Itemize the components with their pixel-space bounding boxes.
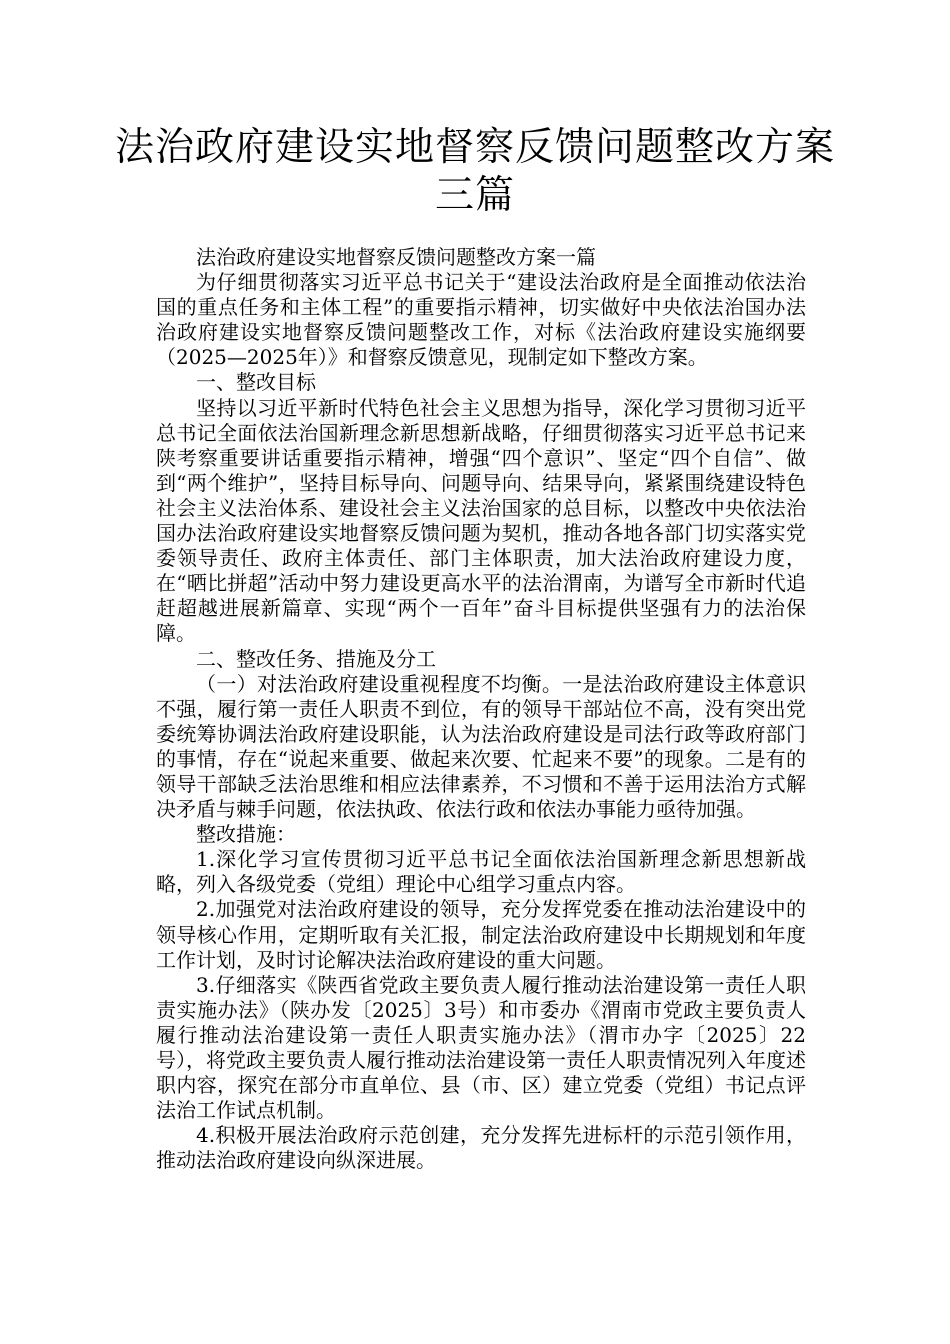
measures-heading: 整改措施： xyxy=(196,822,296,847)
heading-tasks: 二、整改任务、措施及分工 xyxy=(196,646,436,671)
goals-paragraph: 坚持以习近平新时代特色社会主义思想为指导，深化学习贯彻习近平总书记全面依法治国新理念新思想新战略，仔细贯彻落实习近平总书记来陕考察重要讲话重要指示精神，增强“四个意识”、坚定“四个自信”、做到“两个维护”，坚持目标导向、问题导向、结果导向，紧紧围绕建设特色社会主义法治体系、建设社会主义法治国家的总目标，以整改中央依法治国办法治政府建设实地督察反馈问题为契机，推动各地各部门切实落实党委领导责任、政府主体责任、部门主体职责，加大法治政府建设力度，在“晒比拼超”活动中努力建设更高水平的法治渭南，为谱写全市新时代追赶超越进展新篇章、实现“两个一百年”奋斗目标提供坚强有力的法治保障。 xyxy=(156,395,806,646)
measure-item-3: 3.仔细落实《陕西省党政主要负责人履行推动法治建设第一责任人职责实施办法》（陕办发〔2025〕3号）和市委办《渭南市党政主要负责人履行推动法治建设第一责任人职责实施办法》（渭市办字〔2025〕22号），将党政主要负责人履行推动法治建设第一责任人职责情况列入年度述职内容，探究在部分市直单位、县（市、区）建立党委（党组）书记点评法治工作试点机制。 xyxy=(156,972,806,1123)
document-title-line-1: 法治政府建设实地督察反馈问题整改方案 xyxy=(114,125,835,170)
heading-goals: 一、整改目标 xyxy=(196,370,316,395)
intro-paragraph: 为仔细贯彻落实习近平总书记关于“建设法治政府是全面推动依法治国的重点任务和主体工程”的重要指示精神，切实做好中央依法治国办法治政府建设实地督察反馈问题整改工作，对标《法治政府建设实施纲要（2025—2025年）》和督察反馈意见，现制定如下整改方案。 xyxy=(156,270,806,370)
section-subtitle: 法治政府建设实地督察反馈问题整改方案一篇 xyxy=(196,245,596,269)
measure-item-1: 1.深化学习宣传贯彻习近平总书记全面依法治国新理念新思想新战略，列入各级党委（党组）理论中心组学习重点内容。 xyxy=(156,847,806,897)
document-title-line-2: 三篇 xyxy=(434,173,515,218)
measure-item-4: 4.积极开展法治政府示范创建，充分发挥先进标杆的示范引领作用，推动法治政府建设向纵深进展。 xyxy=(156,1123,806,1173)
document-body xyxy=(156,245,806,1173)
problem-1-paragraph: （一）对法治政府建设重视程度不均衡。一是法治政府建设主体意识不强，履行第一责任人职责不到位，有的领导干部站位不高，没有突出党委统筹协调法治政府建设职能，认为法治政府建设是司法行政等政府部门的事情，存在“说起来重要、做起来次要、忙起来不要”的现象。二是有的领导干部缺乏法治思维和相应法律素养，不习惯和不善于运用法治方式解决矛盾与棘手问题，依法执政、依法行政和依法办事能力亟待加强。 xyxy=(156,671,806,822)
measure-item-2: 2.加强党对法治政府建设的领导，充分发挥党委在推动法治建设中的领导核心作用，定期听取有关汇报，制定法治政府建设中长期规划和年度工作计划，及时讨论解决法治政府建设的重大问题。 xyxy=(156,897,806,972)
